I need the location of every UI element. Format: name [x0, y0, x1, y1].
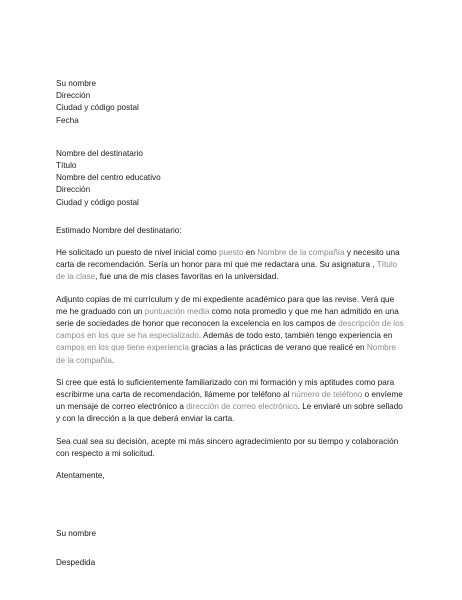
paragraph-1-text-3: y necesito una carta de recomendación. Sería un honor para mí que me redactara una. Su asignatura ,: [56, 248, 400, 270]
paragraph-2-text-3: . Además de todo esto, también tengo experiencia en: [198, 331, 393, 341]
sender-block: [56, 78, 406, 127]
placeholder-fields-description: descripción de los campos en los que se ha especializado: [56, 319, 404, 341]
paragraph-3-text-2: o envíeme un mensaje de correo electrónico a: [56, 390, 403, 412]
paragraph-1-text-1: He solicitado un puesto de nivel inicial como: [56, 248, 219, 258]
placeholder-class-title: Título de la clase: [56, 260, 398, 282]
recipient-name: Nombre del destinatario: [56, 148, 143, 158]
letter-body: [56, 78, 406, 570]
signature-name: Su nombre: [56, 529, 97, 539]
closing: Atentamente,: [56, 471, 105, 481]
placeholder-experience-fields: campos en los que tiene experiencia: [56, 343, 189, 353]
paragraph-4: Sea cual sea su decisión, acepte mi más sincero agradecimiento por su tiempo y colaboración con respecto a mi solicitud.: [56, 436, 399, 458]
recipient-address: Dirección: [56, 185, 91, 195]
recipient-block: [56, 148, 406, 209]
sender-city-zip: Ciudad y código postal: [56, 103, 139, 113]
paragraph-3: [56, 377, 406, 426]
placeholder-gpa: puntuación media: [144, 306, 210, 316]
paragraph-2-text-1: Adjunto copias de mi currículum y de mi expediente académico para que las revise. Verá que me he graduado con un: [56, 294, 395, 316]
sender-name: Su nombre: [56, 79, 97, 88]
paragraph-2-text-5: .: [112, 355, 115, 365]
paragraph-3-text-3: . Le enviaré un sobre sellado y con la dirección a la que deberá enviar la carta.: [56, 402, 403, 424]
recipient-title: Título: [56, 161, 77, 171]
signoff: Despedida: [56, 558, 96, 568]
placeholder-company-name: Nombre de la compañía: [257, 248, 345, 258]
placeholder-internship-company: Nombre de la compañía: [56, 343, 396, 365]
paragraph-2-text-4: gracias a las prácticas de verano que realicé en: [188, 343, 367, 353]
salutation: Estimado Nombre del destinatario:: [56, 225, 182, 235]
sender-address: Dirección: [56, 91, 91, 101]
paragraph-3-text-1: Si cree que está lo suficientemente familiarizado con mi formación y mis aptitudes como para escribirme una carta de recomendación, llámeme por teléfono al: [56, 377, 395, 400]
paragraph-2-text-2: como nota promedio y que me han admitido en una serie de sociedades de honor que reconocen la excelencia en los campos de: [56, 306, 399, 329]
placeholder-phone-number: número de teléfono: [291, 390, 363, 400]
placeholder-email-address: dirección de correo electrónico: [186, 402, 298, 412]
placeholder-position: puesto: [218, 248, 244, 258]
paragraph-1: [56, 247, 406, 284]
paragraph-1-text-4: , fue una de mis clases favoritas en la universidad.: [95, 272, 279, 282]
recipient-city-zip: Ciudad y código postal: [56, 197, 139, 207]
paragraph-1-text-2: en: [243, 248, 258, 258]
paragraph-2: [56, 294, 406, 367]
sender-date: Fecha: [56, 115, 79, 125]
recipient-school: Nombre del centro educativo: [56, 173, 161, 183]
